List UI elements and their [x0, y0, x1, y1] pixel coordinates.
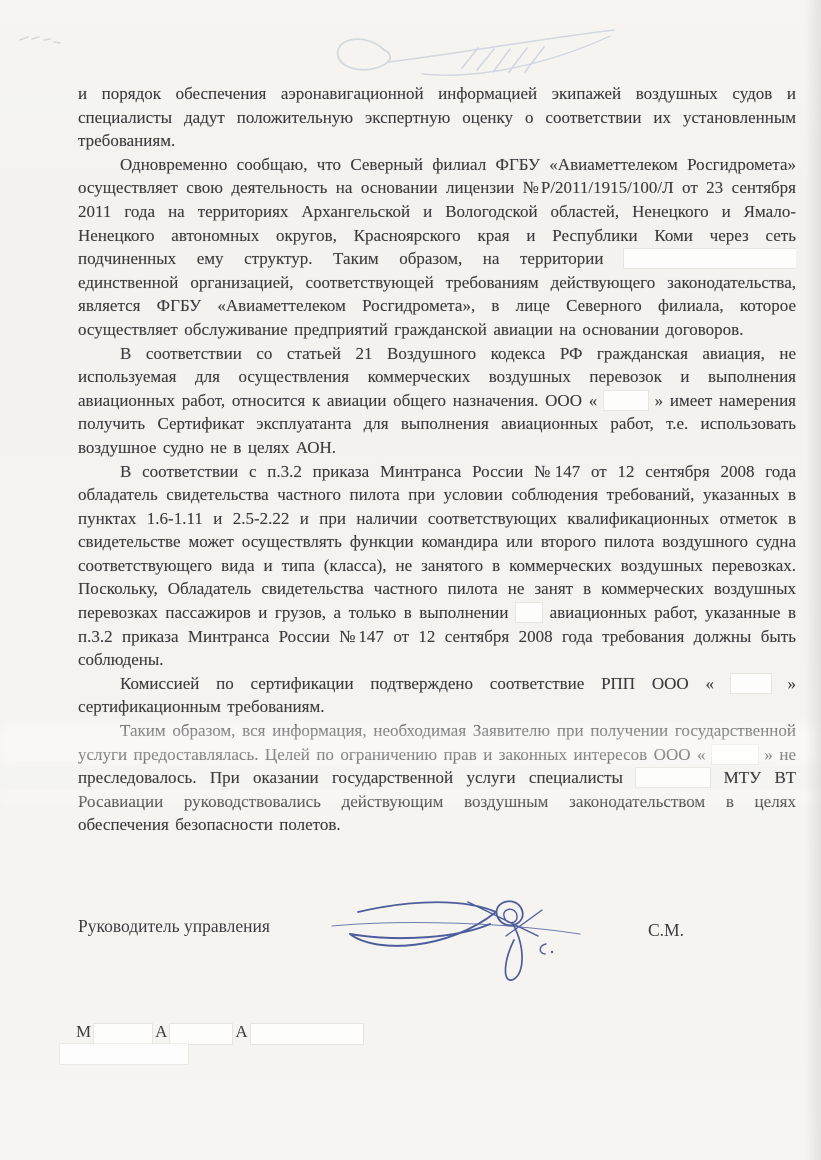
faint-signature-flourish: [322, 22, 622, 84]
executor-line-second-redaction: [60, 1044, 188, 1064]
redaction-box: [624, 249, 796, 268]
executor-letter: А: [155, 1022, 168, 1041]
redaction-box: [516, 603, 542, 622]
paragraph-aviation-code: В соответствии со статьей 21 Воздушного кодекса РФ гражданская авиация, не используемая для осуществления коммерческих воздушных перевозок и выполнения авиационных работ, относится к авиации общего назначения. ООО « » имеет намерения получить Сертификат эксплуатанта для выполнения авиационных работ, т.е. использовать воздушное судно не в целях АОН.: [78, 343, 796, 457]
paragraph-license: Одновременно сообщаю, что Северный филиал ФГБУ «Авиаметтелеком Росгидромета» осуществляет свою деятельность на основании лицензии №Р/2011/1915/100/Л от 23 сентября 2011 года на территориях Архангельской и Вологодской областей, Ненецкого и Ямало-Ненецкого автономных округов, Красноярского края и Республики Коми через сеть подчиненных ему структур. Таким образом, на территории единственной организацией, соответствующей требованиям действующего законодательства, является ФГБУ «Авиаметтелеком Росгидромета», в лице Северного филиала, которое осуществляет обслуживание предприятий гражданской авиации на основании договоров.: [78, 154, 796, 339]
executor-line: [76, 1022, 366, 1042]
letter-body: [78, 82, 796, 887]
handwritten-signature: [328, 876, 588, 991]
redaction-box: [94, 1024, 152, 1044]
redaction-box: [251, 1024, 363, 1044]
scan-edge-shadow: [805, 0, 821, 1160]
redaction-box: [604, 391, 648, 410]
redaction-box: [712, 745, 758, 764]
redaction-box: [731, 674, 771, 693]
paragraph-continuation: и порядок обеспечения аэронавигационной информацией экипажей воздушных судов и специалисты дадут положительную экспертную оценку о соответствии их установленным требованиям.: [78, 84, 796, 151]
redaction-box: [636, 768, 710, 787]
corner-smudge-mark: [18, 30, 68, 52]
paragraph-commission: Комиссией по сертификации подтверждено соответствие РПП ООО « » сертификационным требованиям.: [78, 673, 796, 717]
signer-initials: С.М.: [648, 920, 684, 940]
signer-title: Руководитель управления: [78, 916, 270, 936]
executor-letter: А: [235, 1022, 248, 1041]
paragraph-mintrans-order: В соответствии с п.3.2 приказа Минтранса России №147 от 12 сентября 2008 года обладатель свидетельства частного пилота при условии соблюдения требований, указанных в пунктах 1.6-1.11 и 2.5-2.22 и при наличии соответствующих квалификационных отметок в свидетельстве может осуществлять функции командира или второго пилота воздушного судна соответствующего вида и типа (класса), не занятого в коммерческих воздушных перевозках. Поскольку, Обладатель свидетельства частного пилота не занят в коммерческих воздушных перевозках пассажиров и грузов, а только в выполнении авиационных работ, указанные в п.3.2 приказа Минтранса России №147 от 12 сентября 2008 года требования должны быть соблюдены.: [78, 461, 796, 670]
redaction-box: [170, 1024, 232, 1044]
paragraph-conclusion: Таким образом, вся информация, необходимая Заявителю при получении государственной услуги предоставлялась. Целей по ограничению прав и законных интересов ООО « » не преследовалось. При оказании государственной услуги специалисты МТУ ВТ Росавиации руководствовались действующим воздушным законодательством в целях обеспечения безопасности полетов.: [78, 721, 796, 835]
executor-letter: М: [76, 1022, 92, 1041]
